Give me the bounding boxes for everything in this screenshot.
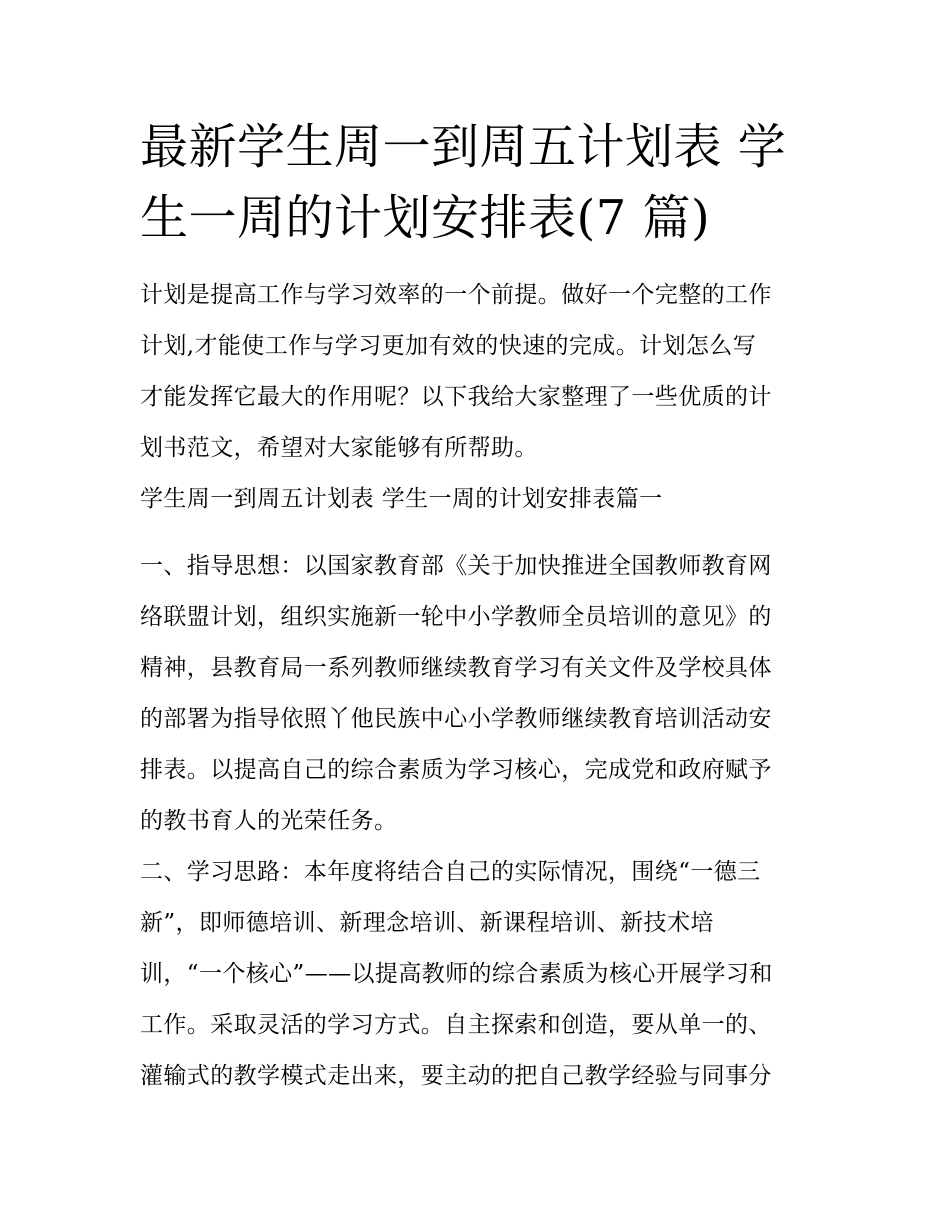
- intro-paragraph: 计划是提高工作与学习效率的一个前提。做好一个完整的工作 计划,才能使工作与学习更加有效的快速的完成。计划怎么写 才能发挥它最大的作用呢？以下我给大家整理了一些优质的计 划书范文，希望对大家能够有所帮助。: [140, 282, 772, 461]
- guiding-thought-paragraph: 一、指导思想：以国家教育部《关于加快推进全国教师教育网 络联盟计划，组织实施新一轮中小学教师全员培训的意见》的 精神，县教育局一系列教师继续教育学习有关文件及学校具体 的部署为指导依照丫他民族中心小学教师继续教育培训活动安 排表。以提高自己的综合素质为学习核心，完成党和政府赋予 的教书育人的光荣任务。: [140, 553, 772, 834]
- section-heading: 学生周一到周五计划表 学生一周的计划安排表篇一: [140, 486, 663, 512]
- document-body: [140, 112, 815, 1102]
- learning-approach-paragraph: 二、学习思路：本年度将结合自己的实际情况，围绕“一德三 新”，即师德培训、新理念培训、新课程培训、新技术培 训，“一个核心”——以提高教师的综合素质为核心开展学习和 工作。采取灵活的学习方式。自主探索和创造，要从单一的、 灌输式的教学模式走出来，要主动的把自己教学经验与同事分: [140, 859, 773, 1089]
- document-title: 最新学生周一到周五计划表 学 生一周的计划安排表(7 篇): [140, 119, 787, 246]
